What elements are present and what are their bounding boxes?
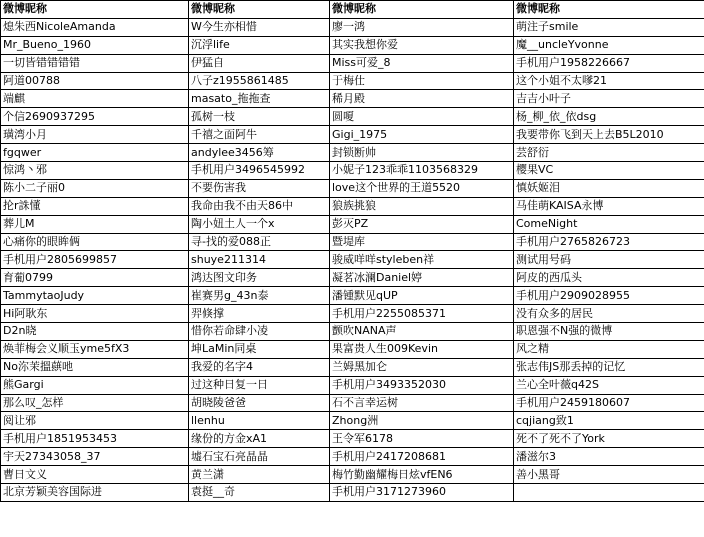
table-cell: 果富贵人生009Kevin	[330, 340, 514, 358]
table-cell: 我爱的名字4	[189, 358, 330, 376]
table-row	[1, 412, 704, 430]
table-row	[1, 233, 704, 251]
table-cell: 阿道00788	[1, 72, 189, 90]
table-cell: 稀月殿	[330, 90, 514, 108]
table-cell: 熄朱西NicoleAmanda	[1, 18, 189, 36]
table-row	[1, 484, 704, 502]
table-cell: 死不了死不了York	[514, 430, 704, 448]
table-row	[1, 466, 704, 484]
table-cell: Miss可爱_8	[330, 54, 514, 72]
table-row	[1, 251, 704, 269]
table-row	[1, 430, 704, 448]
table-cell: 封锁断帅	[330, 144, 514, 162]
table-cell: 小妮子123乖乖1103568329	[330, 162, 514, 180]
table-cell: Hi阿耿东	[1, 305, 189, 323]
table-cell: 黄兰潇	[189, 466, 330, 484]
table-cell: Gigi_1975	[330, 126, 514, 144]
table-cell: 焕菲梅会义顺玉yme5fX3	[1, 340, 189, 358]
table-cell: 彭灭PZ	[330, 215, 514, 233]
table-cell: 那么叹_怎样	[1, 394, 189, 412]
table-cell: 手机用户2459180607	[514, 394, 704, 412]
table-cell: 崔赛男g_43n泰	[189, 287, 330, 305]
table-row	[1, 287, 704, 305]
table-cell: 袁挺__奇	[189, 484, 330, 502]
table-cell: 手机用户2909028955	[514, 287, 704, 305]
table-row	[1, 144, 704, 162]
table-cell	[514, 484, 704, 502]
table-row	[1, 162, 704, 180]
table-row	[1, 376, 704, 394]
table-cell: 兰姆黑加仑	[330, 358, 514, 376]
table-cell: 圆嗄	[330, 108, 514, 126]
table-cell: 宇天27343058_37	[1, 448, 189, 466]
table-cell: 育葡0799	[1, 269, 189, 287]
table-cell: andylee3456筹	[189, 144, 330, 162]
table-row	[1, 36, 704, 54]
column-header: 微博昵称	[1, 1, 189, 19]
table-cell: 石不言幸运树	[330, 394, 514, 412]
table-cell: 手机用户3171273960	[330, 484, 514, 502]
table-cell: No沵茉搵蕻吔	[1, 358, 189, 376]
table-cell: 手机用户1958226667	[514, 54, 704, 72]
table-body	[1, 18, 704, 501]
table-cell: 鸿达图文印务	[189, 269, 330, 287]
table-cell: 惜你若命肆小凌	[189, 323, 330, 341]
table-row	[1, 197, 704, 215]
table-row	[1, 358, 704, 376]
table-cell: 狼族挑狼	[330, 197, 514, 215]
table-row	[1, 305, 704, 323]
table-cell: 骏威咩咩styleben祥	[330, 251, 514, 269]
table-cell: 沉浮life	[189, 36, 330, 54]
table-cell: 职恩强不N强的微博	[514, 323, 704, 341]
table-cell: 羿倏撑	[189, 305, 330, 323]
table-cell: W今生亦相惜	[189, 18, 330, 36]
table-cell: 不要伤害我	[189, 179, 330, 197]
table-cell: llenhu	[189, 412, 330, 430]
table-row	[1, 179, 704, 197]
table-cell: cqjiang致1	[514, 412, 704, 430]
table-cell: 手机用户3496545992	[189, 162, 330, 180]
table-cell: 这个小姐不太嗲21	[514, 72, 704, 90]
table-cell: 心痛你的眼眸俩	[1, 233, 189, 251]
table-cell: 手机用户2417208681	[330, 448, 514, 466]
table-cell: 墟石宝石亮晶晶	[189, 448, 330, 466]
table-cell: 梅竹勤幽耀梅日炫vfEN6	[330, 466, 514, 484]
table-cell: 马佳萌KAISA永博	[514, 197, 704, 215]
table-row	[1, 72, 704, 90]
table-cell: 芸舒衍	[514, 144, 704, 162]
table-cell: 潘锺默见qUP	[330, 287, 514, 305]
table-cell: 惊鸿丶邪	[1, 162, 189, 180]
table-cell: 吉吉小叶子	[514, 90, 704, 108]
table-cell: D2n晓	[1, 323, 189, 341]
table-cell: masato_拖拖查	[189, 90, 330, 108]
table-cell: 廖一鸿	[330, 18, 514, 36]
table-cell: 过这种日复一日	[189, 376, 330, 394]
table-cell: 熊Gargi	[1, 376, 189, 394]
table-cell: 张志伟JS那丢掉的记忆	[514, 358, 704, 376]
table-cell: 坤LaMin同桌	[189, 340, 330, 358]
table-cell: 我命由我不由天86中	[189, 197, 330, 215]
table-cell: 阅让邪	[1, 412, 189, 430]
table-cell: 千禧之面阿牛	[189, 126, 330, 144]
table-row	[1, 90, 704, 108]
table-cell: 胡晓陵爸爸	[189, 394, 330, 412]
table-cell: 葬儿M	[1, 215, 189, 233]
column-header: 微博昵称	[514, 1, 704, 19]
table-row	[1, 448, 704, 466]
table-cell: 手机用户3493352030	[330, 376, 514, 394]
table-cell: shuye211314	[189, 251, 330, 269]
table-cell: 凝茗冰澜Daniel婷	[330, 269, 514, 287]
header-row	[1, 1, 704, 19]
table-cell: 潘滋尔3	[514, 448, 704, 466]
table-cell: 寻-找的爱088正	[189, 233, 330, 251]
table-cell: 王令军6178	[330, 430, 514, 448]
table-row	[1, 269, 704, 287]
table-cell: Mr_Bueno_1960	[1, 36, 189, 54]
table-cell: 缘份的方金xA1	[189, 430, 330, 448]
table-row	[1, 323, 704, 341]
table-cell: 曹日文义	[1, 466, 189, 484]
table-cell: 一切皆错错错错	[1, 54, 189, 72]
table-cell: 暨堤库	[330, 233, 514, 251]
table-cell: 阿皮的西瓜头	[514, 269, 704, 287]
table-row	[1, 18, 704, 36]
table-cell: 个信2690937295	[1, 108, 189, 126]
table-cell: 手机用户1851953453	[1, 430, 189, 448]
table-cell: 萌注子smile	[514, 18, 704, 36]
table-cell: 手机用户2765826723	[514, 233, 704, 251]
table-row	[1, 215, 704, 233]
table-cell: 其实我想你爱	[330, 36, 514, 54]
table-row	[1, 126, 704, 144]
table-cell: 没有众多的居民	[514, 305, 704, 323]
table-cell: 孤树一枝	[189, 108, 330, 126]
table-cell: 我要带你飞到天上去B5L2010	[514, 126, 704, 144]
table-cell: 樱果VC	[514, 162, 704, 180]
table-cell: 八子z1955861485	[189, 72, 330, 90]
table-cell: love这个世界的王道5520	[330, 179, 514, 197]
table-cell: TammytaoJudy	[1, 287, 189, 305]
table-cell: 于梅仕	[330, 72, 514, 90]
table-row	[1, 394, 704, 412]
table-cell: 兰心全叶薇q42S	[514, 376, 704, 394]
table-cell: 风之精	[514, 340, 704, 358]
table-cell: 杨_柳_依_依dsg	[514, 108, 704, 126]
table-cell: 颤吹NANA声	[330, 323, 514, 341]
table-cell: 伊猛自	[189, 54, 330, 72]
table-cell: 魔__uncleYvonne	[514, 36, 704, 54]
table-cell: 测试用号码	[514, 251, 704, 269]
column-header: 微博昵称	[330, 1, 514, 19]
table-cell: 北京芳颖美容国际进	[1, 484, 189, 502]
table-cell: 抡r誅懂	[1, 197, 189, 215]
table-cell: 手机用户2805699857	[1, 251, 189, 269]
table-cell: fgqwer	[1, 144, 189, 162]
table-row	[1, 108, 704, 126]
table-cell: ComeNight	[514, 215, 704, 233]
table-cell: 端麒	[1, 90, 189, 108]
table-cell: 陈小二子丽0	[1, 179, 189, 197]
table-cell: 慎妖姬泪	[514, 179, 704, 197]
table-row	[1, 54, 704, 72]
table-row	[1, 340, 704, 358]
table-cell: 手机用户2255085371	[330, 305, 514, 323]
table-cell: 善小黑哥	[514, 466, 704, 484]
table-cell: Zhong洲	[330, 412, 514, 430]
table-cell: 陶小妞土人一个x	[189, 215, 330, 233]
table-cell: 璜湾小月	[1, 126, 189, 144]
column-header: 微博昵称	[189, 1, 330, 19]
